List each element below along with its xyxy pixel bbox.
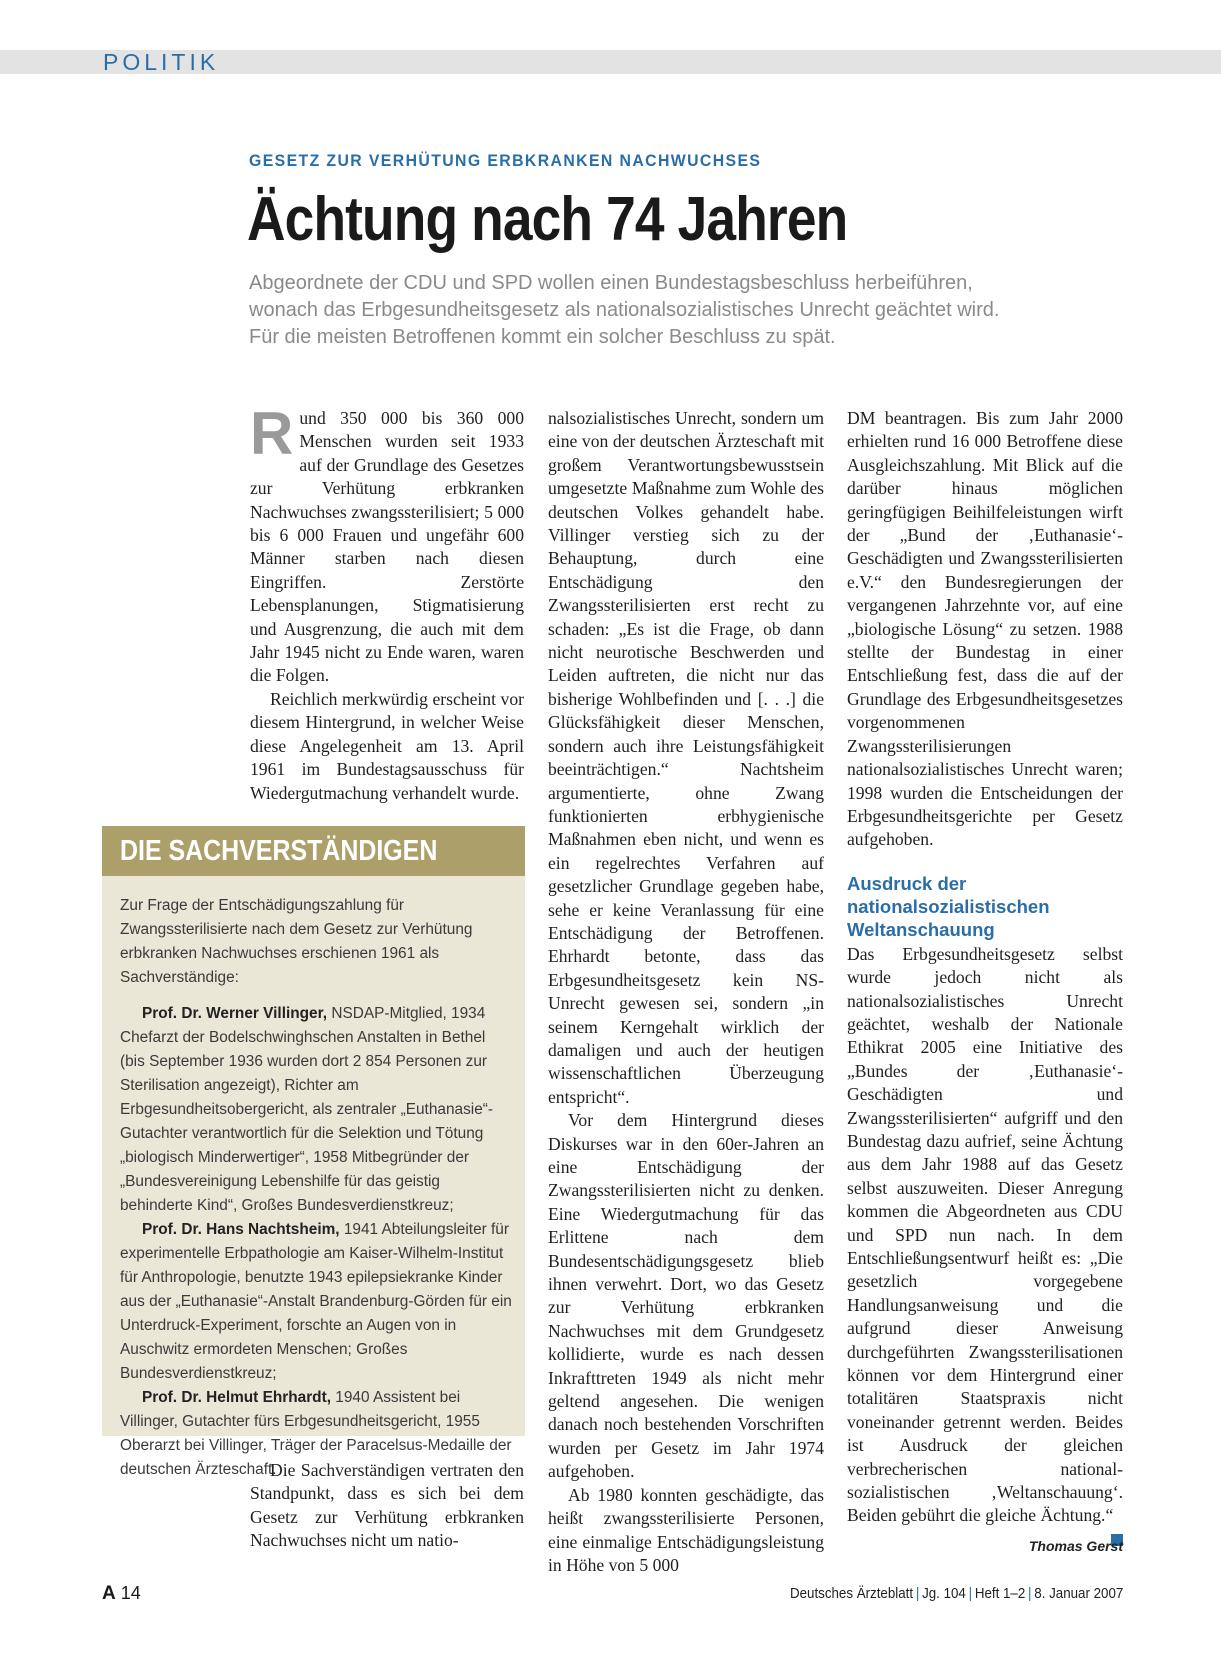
expert-name: Prof. Dr. Helmut Ehrhardt,	[142, 1389, 331, 1406]
paragraph	[250, 400, 524, 688]
page-number-value: 14	[120, 1583, 141, 1603]
body-column-3	[847, 407, 1123, 1546]
paragraph: Ab 1980 konnten geschädigte, das heißt zwangssterilisierte Personen, eine einmalige Entschädigungsleistung in Höhe von 5 000	[548, 1484, 824, 1575]
separator: |	[1027, 1586, 1032, 1602]
author-byline: Thomas Gerst	[1028, 1538, 1123, 1554]
page-number	[102, 1583, 141, 1605]
deck-line: Für die meisten Betroffenen kommt ein solcher Beschluss zu spät.	[249, 326, 836, 348]
sidebar-content	[120, 894, 512, 1482]
journal-footer	[790, 1586, 1123, 1602]
paragraph: DM beantragen. Bis zum Jahr 2000 erhielten rund 16 000 Betroffene diese Ausgleichszahlung. Mit Blick auf die darüber hinaus möglichen geringfügigen Beihilfeleistungen wirft der „Bund der ‚Euthanasie‘-Geschädigten und Zwangssterilisierten e.V.“ den Bundesregierungen der vergangenen Jahrzehnte vor, auf eine „biologische Lösung“ zu setzen. 1988 stellte der Bundestag in einer Entschließung fest, dass die auf der Grundlage des Erbgesundheitsgesetzes vorgenommenen Zwangssterilisierungen nationalsozialistisches Unrecht waren; 1998 wurden die Entscheidungen der Erbgesundheitsgerichte per Gesetz aufgehoben.	[847, 408, 1123, 850]
paragraph: Vor dem Hintergrund dieses Diskurses war in den 60er-Jahren an eine Entschädigung der Zwangssterilisierten nicht zu denken. Eine Wiedergutmachung für das Erlittene nach dem Bundesentschädigungsgesetz blieb ihnen verwehrt. Dort, wo das Gesetz zur Verhütung erbkranken Nachwuchses mit dem Grundgesetz kollidierte, wurde es nach dessen Inkrafttreten 1949 als nicht mehr geltend angesehen. Die wenigen danach noch bestehenden Vorschriften wurden per Gesetz im Jahr 1974 aufgehoben.	[548, 1110, 824, 1482]
expert-name: Prof. Dr. Werner Villinger,	[142, 1005, 328, 1022]
article-kicker: GESETZ ZUR VERHÜTUNG ERBKRANKEN NACHWUCHSES	[249, 151, 762, 170]
section-label: POLITIK	[103, 49, 220, 75]
sidebar-header	[102, 826, 525, 876]
paragraph: nalsozialistisches Unrecht, sondern um eine von der deutschen Ärzteschaft mit großem Verantwortungsbewusstsein umgesetzte Maßnahme zum Wohle des deutschen Volkes gehandelt habe. Villinger verstieg sich zu der Behauptung, durch eine Entschädigung den Zwangssterilisierten erst recht zu schaden: „Es ist die Frage, ob dann nicht neurotische Beschwerden und Leiden auftreten, die nicht nur das bisherige Wohlbefinden und [. . .] die Glücksfähigkeit dieser Menschen, sondern auch ihre Leistungsfähigkeit beeinträchtigen.“ Nachtsheim argumentierte, ohne Zwang funktionierten erbhygienische Maßnahmen eben nicht, und wenn es ein regelrechtes Verfahren auf gesetzlicher Grundlage gegeben habe, sehe er keine Veranlassung für eine Entschädigung der Betroffenen. Ehrhardt betonte, dass das Erbgesundheitsgesetz kein NS-Unrecht gewesen sei, sondern „in seinem Kerngehalt wirklich der damaligen und auch der heutigen wissenschaftlichen Überzeugung entspricht“.	[548, 408, 824, 1107]
journal-issue: Heft 1–2	[974, 1586, 1025, 1602]
journal-name: Deutsches Ärzteblatt	[789, 1586, 913, 1602]
journal-volume: Jg. 104	[921, 1586, 966, 1602]
article-title: Ächtung nach 74 Jahren	[247, 185, 848, 254]
paragraph: Die Sachverständigen vertraten den Standpunkt, dass es sich bei dem Gesetz zur Verhütung erbkranken Nachwuchses nicht um natio-	[250, 1460, 524, 1551]
paragraph	[847, 943, 1123, 1528]
article-deck	[249, 270, 1119, 351]
page-prefix: A	[102, 1583, 116, 1604]
drop-cap: R	[250, 400, 294, 467]
sidebar-title: DIE SACHVERSTÄNDIGEN	[120, 835, 438, 867]
deck-line: Abgeordnete der CDU und SPD wollen einen Bundestagsbeschluss herbeiführen,	[249, 272, 973, 294]
expert-description: 1941 Abteilungsleiter für experimentelle Erbpathologie am Kaiser-Wilhelm-Institut für Anthropologie, benutzte 1943 epilepsiekranke Kinder aus der „Euthanasie“-Anstalt Brandenburg-Görden für ein Unterdruck-Experiment, forschte an Augen von in Auschwitz ermordeten Menschen; Großes Bundesverdienstkreuz;	[120, 1221, 512, 1382]
separator: |	[968, 1586, 972, 1602]
body-column-1-continued	[250, 1459, 524, 1553]
paragraph: Reichlich merkwürdig erscheint vor diesem Hintergrund, in welcher Weise diese Angelegenheit am 13. April 1961 im Bundestagsausschuss für Wiedergutmachung verhandelt wurde.	[250, 688, 524, 803]
sidebar-intro: Zur Frage der Entschädigungszahlung für Zwangssterilisierte nach dem Gesetz zur Verhütung erbkranken Nachwuchses erschienen 1961 als Sachverständige:	[120, 897, 473, 986]
separator: |	[915, 1586, 920, 1602]
deck-line: wonach das Erbgesundheitsgesetz als nationalsozialistisches Unrecht geächtet wird.	[249, 299, 1000, 321]
paragraph-text: Das Erbgesundheitsgesetz selbst wurde jedoch nicht als nationalsozialistisches Unrecht geächtet, weshalb der Nationale Ethikrat 2005 eine Initiative des „Bundes der ‚Euthanasie‘-Geschädigten und Zwangssterilisierten“ aufgriff und den Bundestag dazu aufrief, seine Ächtung aus dem Jahr 1988 auf das Gesetz selbst auszuweiten. Dieser Anregung kommen die Abgeordneten aus CDU und SPD nun nach. In dem Entschließungsentwurf heißt es: „Die gesetzlich vorgegebene Handlungsanweisung und die aufgrund dieser Anweisung durchgeführten Zwangssterilisationen können vor dem Hintergrund einer totalitären Staatspraxis nicht voneinander getrennt werden. Beides ist Ausdruck der gleichen verbrecherischen national-sozialistischen ‚Weltanschauung‘. Beiden gebührt die gleiche Ächtung.“	[847, 943, 1123, 1526]
body-column-1	[250, 400, 524, 805]
sidebar-entry	[120, 1218, 512, 1386]
expert-description: 1940 Assistent bei Villinger, Gutachter fürs Erbgesundheitsgericht, 1955 Oberarzt bei Villinger, Träger der Paracelsus-Medaille der deutschen Ärzteschaft.	[120, 1389, 512, 1478]
paragraph-text: und 350 000 bis 360 000 Menschen wurden seit 1933 auf der Grundlage des Gesetzes zur Verhütung erbkranken Nachwuchses zwangssterilisiert; 5 000 bis 6 000 Frauen und ungefähr 600 Männer starben nach diesen Eingriffen. Zerstörte Lebensplanungen, Stigmatisierung und Ausgrenzung, die auch mit dem Jahr 1945 nicht zu Ende waren, waren die Folgen.	[250, 408, 524, 686]
expert-name: Prof. Dr. Hans Nachtsheim,	[142, 1221, 340, 1238]
sidebar-entry	[120, 1002, 512, 1218]
expert-description: NSDAP-Mitglied, 1934 Chefarzt der Bodelschwinghschen Anstalten in Bethel (bis September 1936 wurden dort 2 854 Personen zur Sterilisation angezeigt), Richter am Erbgesundheitsobergericht, als zentraler „Euthanasie“-Gutachter verantwortlich für die Selektion und Tötung „biologisch Minderwertiger“, 1958 Mitbegründer der „Bundesvereinigung Lebenshilfe für das geistig behinderte Kind“, Großes Bundesverdienstkreuz;	[120, 1005, 493, 1214]
subheading: Ausdruck der nationalsozialistischen Weltanschauung	[847, 872, 1050, 940]
body-column-2	[548, 407, 824, 1577]
journal-date: 8. Januar 2007	[1033, 1586, 1123, 1602]
